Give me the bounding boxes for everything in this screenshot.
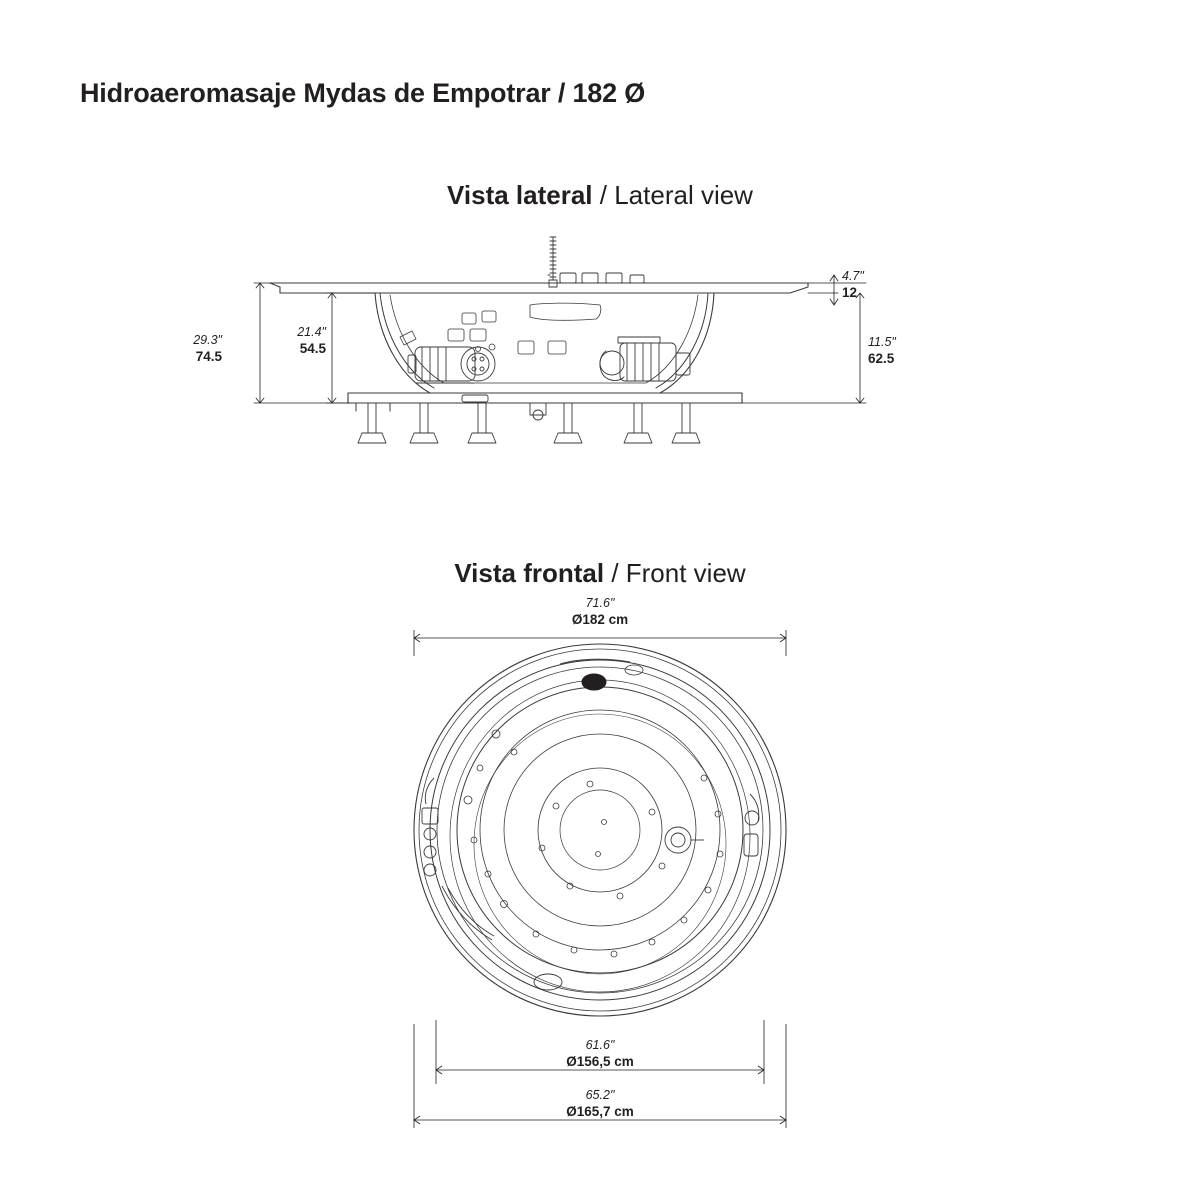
dim-rim-thickness-cm: 12	[842, 284, 858, 300]
dim-rim-thickness	[842, 269, 922, 302]
lateral-view-drawing	[193, 225, 896, 490]
dim-base-to-rim-cm: 62.5	[868, 350, 895, 366]
front-view-drawing	[390, 596, 810, 1160]
lateral-view-heading	[0, 180, 1200, 211]
dim-base-to-rim-inch: 11.5"	[868, 335, 896, 349]
drain-fitting-icon	[582, 674, 606, 690]
front-view-heading	[0, 558, 1200, 589]
dim-mid-diameter-cm: Ø165,7 cm	[566, 1103, 634, 1119]
dim-mid-diameter-inch: 65.2"	[585, 1088, 615, 1102]
front-heading-separator: /	[604, 558, 626, 588]
dim-outer-diameter-inch: 71.6"	[585, 596, 615, 610]
dim-inner-diameter-inch: 61.6"	[585, 1038, 615, 1052]
adjustable-legs	[358, 403, 700, 443]
dim-outer-diameter-cm: Ø182 cm	[571, 611, 629, 627]
dim-inner-diameter	[500, 1038, 700, 1071]
plumbing-under-base	[462, 395, 546, 420]
control-knob-icon	[665, 827, 704, 853]
shower-hose-icon	[549, 237, 557, 287]
page-title: Hidroaeromasaje Mydas de Empotrar / 182 Ø	[80, 78, 646, 108]
dim-mid-diameter	[500, 1088, 700, 1121]
dim-rim-thickness-inch: 4.7"	[842, 269, 864, 283]
dim-total-height-inch: 29.3"	[193, 333, 222, 347]
front-heading-es: Vista frontal	[454, 558, 605, 588]
blower-motor-right	[600, 337, 690, 381]
lateral-bathtub-outline	[270, 237, 808, 443]
front-bathtub-outline	[414, 644, 786, 1016]
dim-inner-diameter-cm: Ø156,5 cm	[566, 1053, 634, 1069]
dim-body-height-cm: 54.5	[299, 340, 326, 356]
lateral-dimension-lines	[254, 275, 866, 403]
lateral-heading-es: Vista lateral	[447, 180, 593, 210]
dim-total-height	[148, 333, 222, 366]
interior-details	[400, 303, 601, 354]
dim-base-to-rim	[868, 335, 948, 368]
dim-outer-diameter	[500, 596, 700, 629]
pump-motor-left	[408, 347, 495, 383]
deck-fittings	[548, 273, 644, 283]
lateral-heading-en: Lateral view	[614, 180, 753, 210]
dim-body-height	[254, 325, 326, 358]
front-heading-en: Front view	[625, 558, 746, 588]
right-hardware	[744, 794, 759, 856]
lateral-heading-separator: /	[592, 180, 615, 210]
dim-total-height-cm: 74.5	[195, 348, 222, 364]
dim-body-height-inch: 21.4"	[297, 325, 326, 339]
